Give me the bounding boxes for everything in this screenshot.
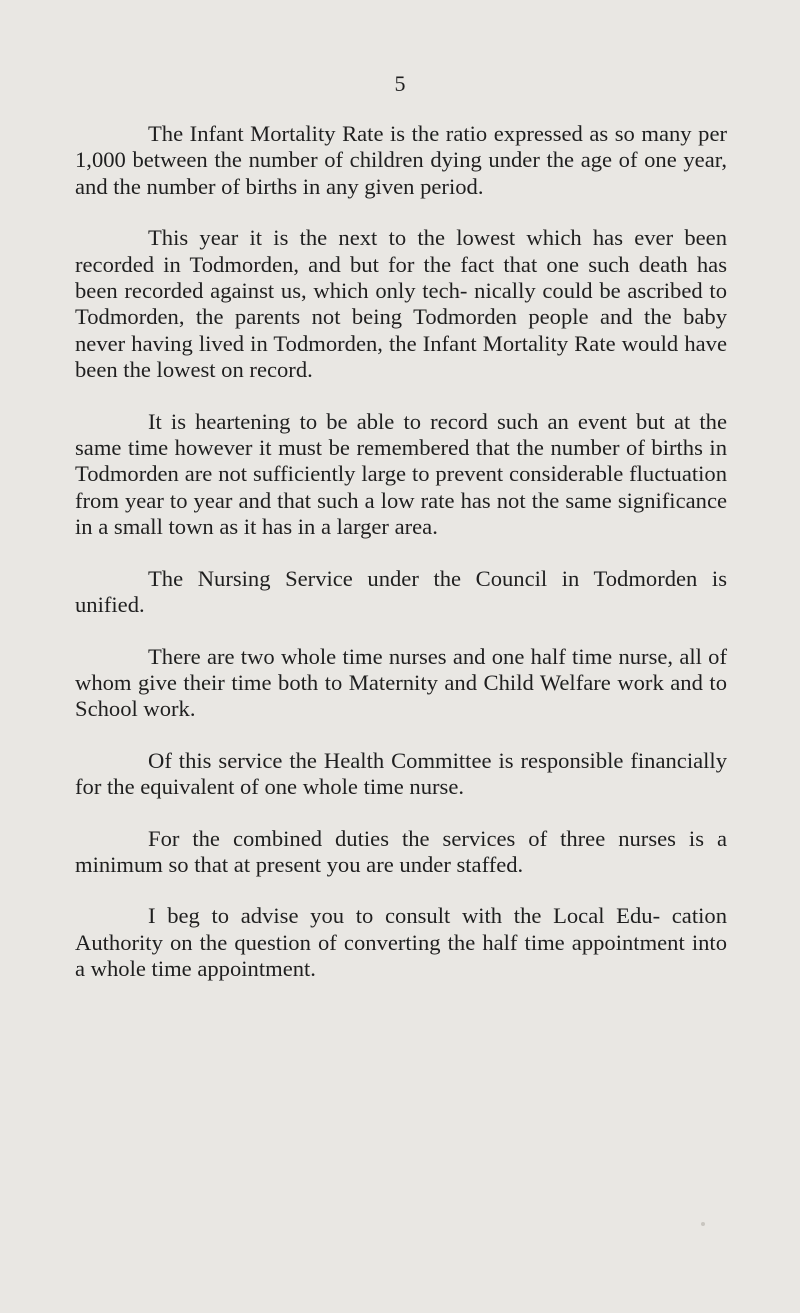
paragraph-advice: I beg to advise you to consult with the Local Edu- cation Authority on the question of converting the half time appointment into a whole time appointment. (75, 903, 727, 982)
page-number: 5 (394, 71, 406, 96)
paragraph-combined-duties: For the combined duties the services of three nurses is a minimum so that at present you are under staffed. (75, 825, 727, 877)
body-text (75, 121, 727, 983)
paragraph-fluctuation: It is heartening to be able to record such an event but at the same time however it must be remembered that the number of births in Todmorden are not sufficiently large to prevent considerable fluctuation from year to year and that such a low rate has not the same significance in a small town as it has in a larger area. (75, 408, 727, 540)
paragraph-lowest-rate: This year it is the next to the lowest which has ever been recorded in Todmorden, and but for the fact that one such death has been recorded against us, which only tech- nically could be ascribed to Todmorden, the parents not being Todmorden people and the baby never having lived in Todmorden, the Infant Mortality Rate would have been the lowest on record. (75, 225, 727, 383)
paragraph-infant-mortality-definition: The Infant Mortality Rate is the ratio expressed as so many per 1,000 between the number of children dying under the age of one year, and the number of births in any given period. (75, 121, 727, 199)
paragraph-nurses: There are two whole time nurses and one half time nurse, all of whom give their time both to Maternity and Child Welfare work and to School work. (75, 643, 727, 722)
paper-speck (701, 1222, 705, 1226)
paragraph-nursing-service: The Nursing Service under the Council in Todmorden is unified. (75, 565, 727, 618)
paragraph-health-committee: Of this service the Health Committee is responsible financially for the equivalent of one whole time nurse. (75, 747, 727, 800)
